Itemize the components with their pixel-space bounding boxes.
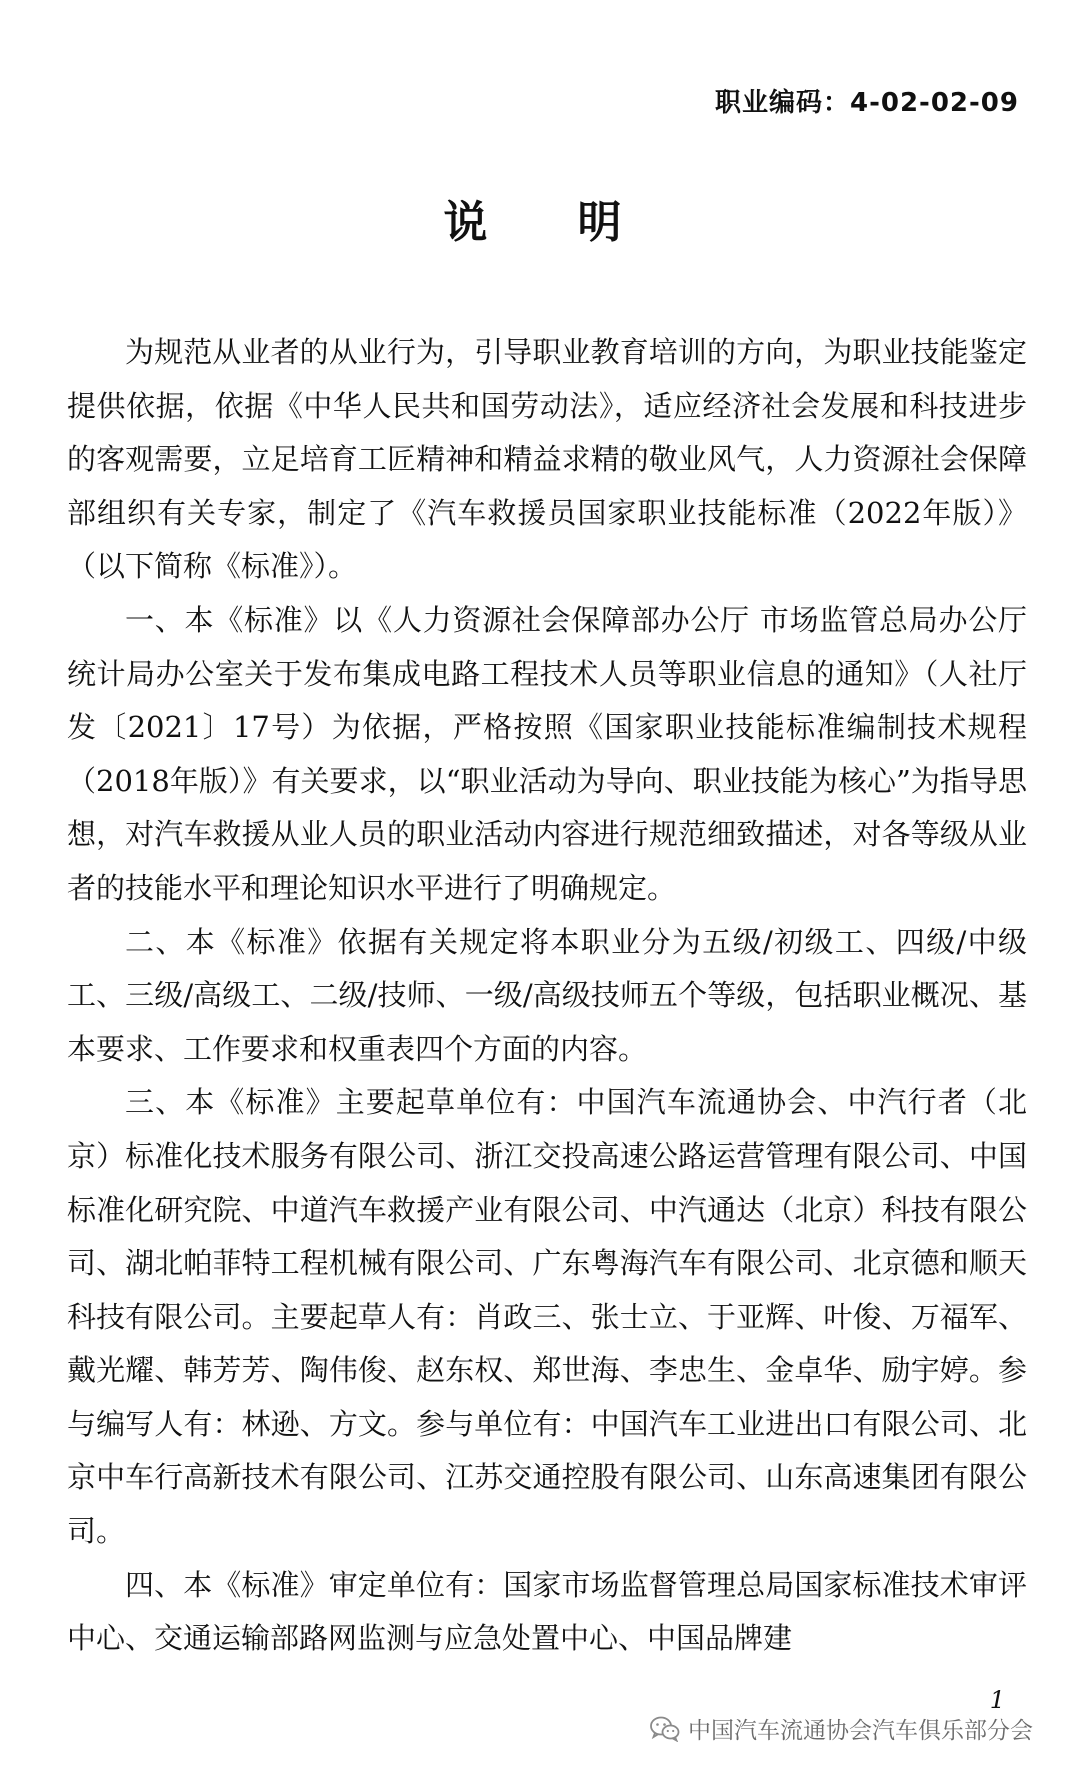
paragraph-2: 二、本《标准》依据有关规定将本职业分为五级/初级工、四级/中级工、三级/高级工、二级/技师、一级/高级技师五个等级，包括职业概况、基本要求、工作要求和权重表四个方面的内容。 — [67, 924, 1027, 1066]
wechat-icon — [650, 1716, 680, 1742]
page-number: 1 — [989, 1686, 1005, 1714]
watermark-text: 中国汽车流通协会汽车俱乐部分会 — [688, 1718, 1033, 1744]
occupation-code: 职业编码：4-02-02-09 — [714, 88, 1019, 118]
watermark — [650, 1712, 1033, 1745]
paragraph-3: 三、本《标准》主要起草单位有：中国汽车流通协会、中汽行者（北京）标准化技术服务有限公司、浙江交投高速公路运营管理有限公司、中国标准化研究院、中道汽车救援产业有限公司、中汽通达（北京）科技有限公司、湖北帕菲特工程机械有限公司、广东粤海汽车有限公司、北京德和顺天科技有限公司。主要起草人有：肖政三、张士立、于亚辉、叶俊、万福军、戴光耀、韩芳芳、陶伟俊、赵东权、郑世海、李忠生、金卓华、励宇婷。参与编写人有：林逊、方文。参与单位有：中国汽车工业进出口有限公司、北京中车行高新技术有限公司、江苏交通控股有限公司、山东高速集团有限公司。 — [67, 1085, 1027, 1549]
page-title: 说明 — [443, 197, 712, 248]
paragraph-4: 四、本《标准》审定单位有：国家市场监督管理总局国家标准技术审评中心、交通运输部路网监测与应急处置中心、中国品牌建 — [67, 1567, 1027, 1656]
body-text — [67, 326, 1027, 1666]
paragraph-1: 一、本《标准》以《人力资源社会保障部办公厅 市场监管总局办公厅 统计局办公室关于发布集成电路工程技术人员等职业信息的通知》（人社厅发〔2021〕17号）为依据，严格按照《国家职业技能标准编制技术规程（2018年版）》有关要求，以“职业活动为导向、职业技能为核心”为指导思想，对汽车救援从业人员的职业活动内容进行规范细致描述，对各等级从业者的技能水平和理论知识水平进行了明确规定。 — [67, 602, 1027, 905]
paragraph-intro: 为规范从业者的从业行为，引导职业教育培训的方向，为职业技能鉴定提供依据，依据《中华人民共和国劳动法》，适应经济社会发展和科技进步的客观需要，立足培育工匠精神和精益求精的敬业风气，人力资源社会保障部组织有关专家，制定了《汽车救援员国家职业技能标准（2022年版）》（以下简称《标准》）。 — [67, 335, 1027, 584]
